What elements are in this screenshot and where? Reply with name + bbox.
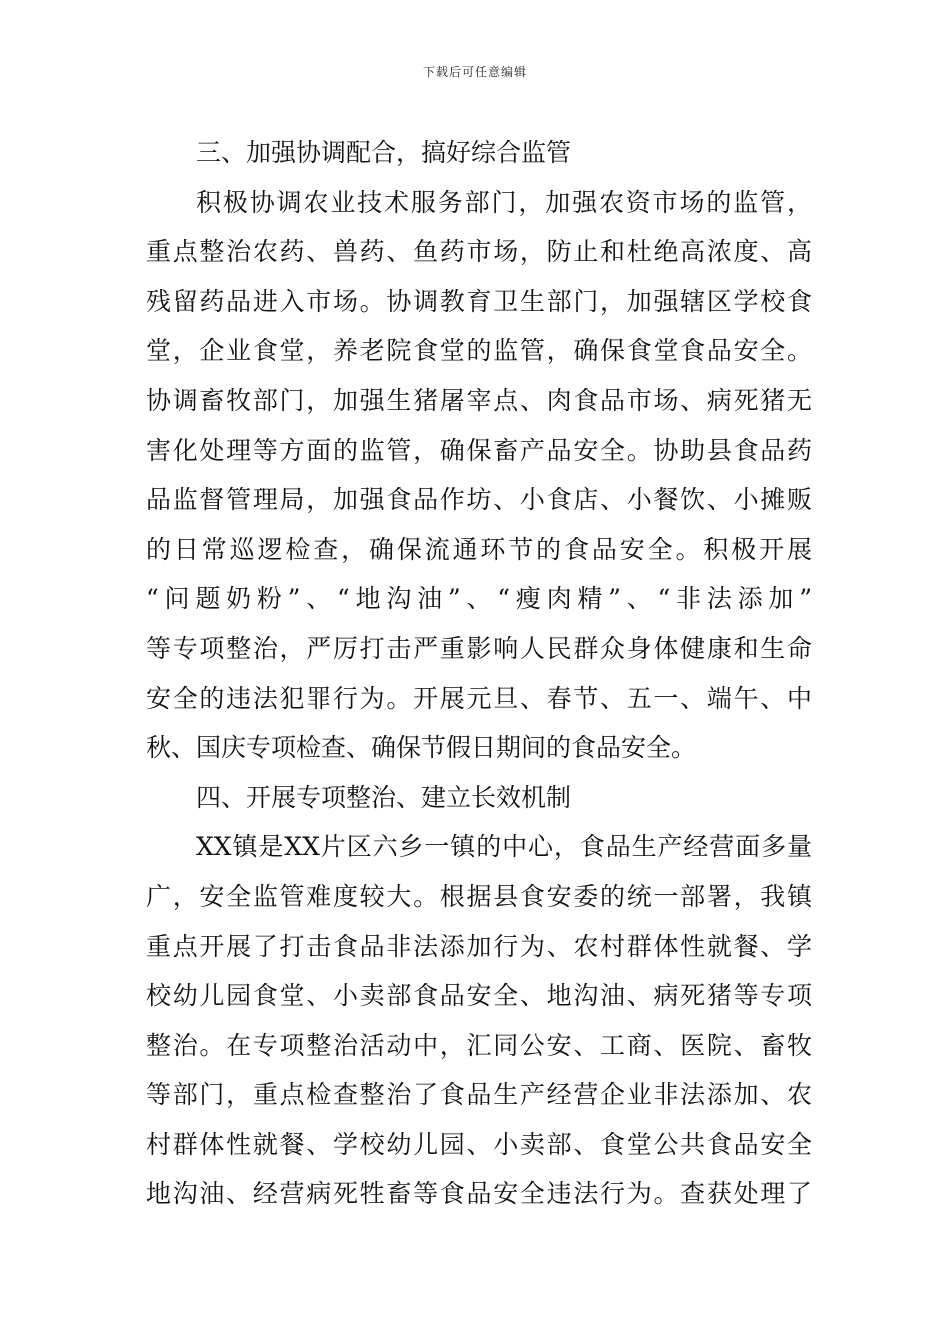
paragraph-line: 等部门，重点检查整治了食品生产经营企业非法添加、农 [146,1080,812,1110]
paragraph-line: 校幼儿园食堂、小卖部食品安全、地沟油、病死猪等专项 [146,981,812,1011]
section-heading: 三、加强协调配合，搞好综合监管 [196,138,572,167]
page-header: 下载后可任意编辑 [422,65,527,79]
paragraph-line: 重点整治农药、兽药、鱼药市场，防止和杜绝高浓度、高 [146,237,812,267]
paragraph-line: 积极协调农业技术服务部门，加强农资市场的监管， [196,187,812,217]
paragraph-line: 害化处理等方面的监管，确保畜产品安全。协助县食品药 [146,435,812,465]
paragraph-line: “问题奶粉”、“地沟油”、“瘦肉精”、“非法添加” [146,584,812,614]
paragraph-line: 的日常巡逻检查，确保流通环节的食品安全。积极开展 [146,534,812,564]
paragraph-line: 重点开展了打击食品非法添加行为、农村群体性就餐、学 [146,931,812,961]
paragraph-line: 协调畜牧部门，加强生猪屠宰点、肉食品市场、病死猪无 [146,385,812,415]
paragraph-line: 堂，企业食堂，养老院食堂的监管，确保食堂食品安全。 [146,336,812,366]
paragraph-line: 广，安全监管难度较大。根据县食安委的统一部署，我镇 [146,881,812,911]
paragraph-line: 秋、国庆专项检查、确保节假日期间的食品安全。 [146,733,697,763]
section-heading: 四、开展专项整治、建立长效机制 [196,782,572,812]
paragraph-line: 地沟油、经营病死牲畜等食品安全违法行为。查获处理了 [146,1179,812,1209]
paragraph-line: 安全的违法犯罪行为。开展元旦、春节、五一、端午、中 [146,683,812,713]
paragraph-line: 村群体性就餐、学校幼儿园、小卖部、食堂公共食品安全 [146,1129,812,1159]
document-body [146,128,812,1219]
paragraph-line: 残留药品进入市场。协调教育卫生部门，加强辖区学校食 [146,286,812,316]
paragraph-line: 品监督管理局，加强食品作坊、小食店、小餐饮、小摊贩 [146,485,812,515]
paragraph-line: 整治。在专项整治活动中，汇同公安、工商、医院、畜牧 [146,1030,812,1060]
paragraph-line: 等专项整治，严厉打击严重影响人民群众身体健康和生命 [146,633,812,663]
paragraph-line: XX镇是XX片区六乡一镇的中心，食品生产经营面多量 [196,832,812,862]
